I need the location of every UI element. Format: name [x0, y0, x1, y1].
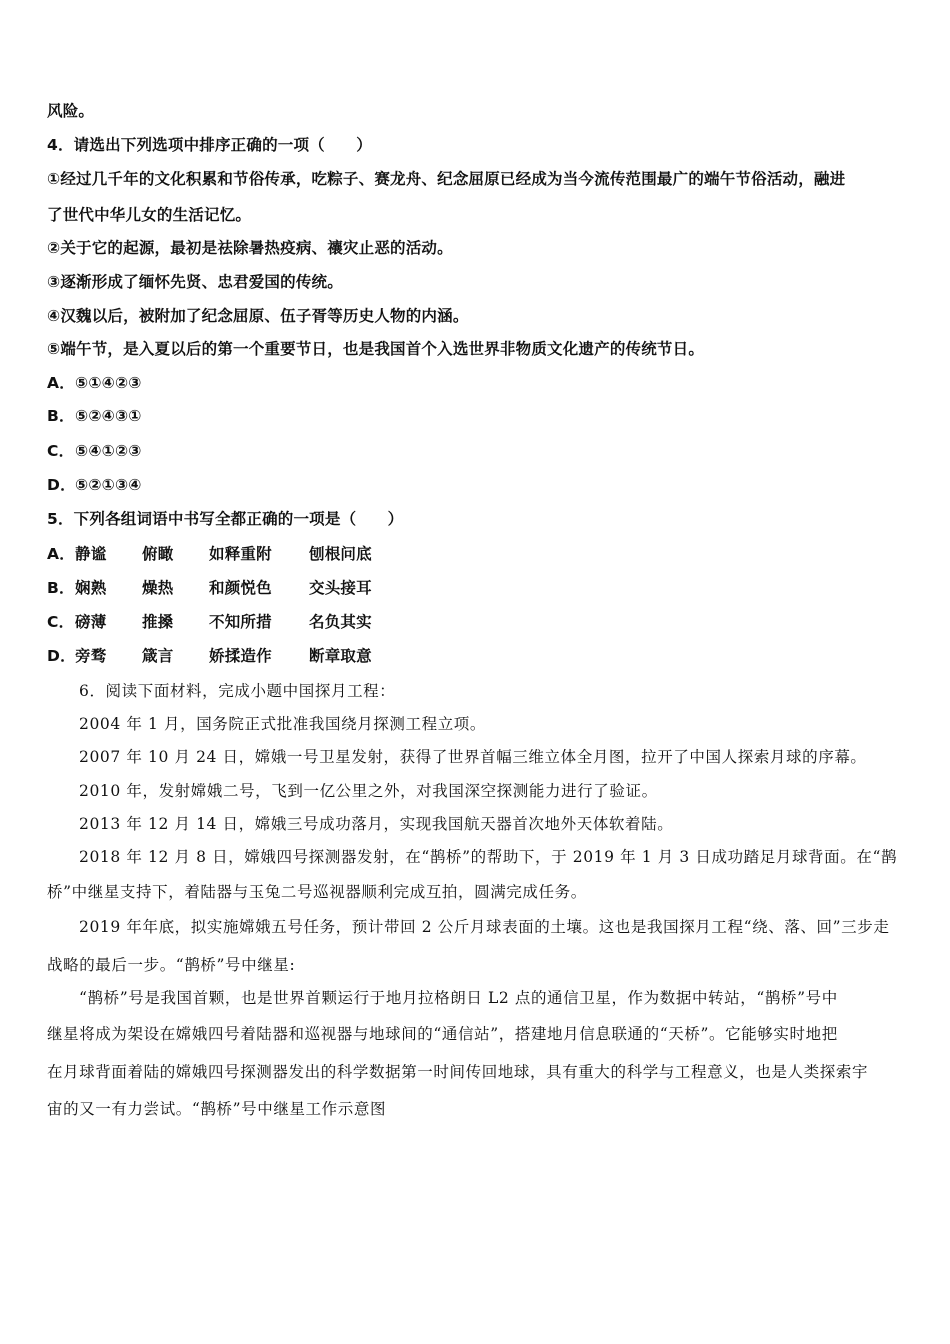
option-text: ⑤①④②③ — [75, 374, 142, 392]
q4-option-d — [47, 475, 142, 495]
q5-stem: 5．下列各组词语中书写全都正确的一项是（ ） — [47, 510, 404, 528]
q5-option-b — [47, 578, 372, 598]
word: 磅薄 — [75, 613, 107, 631]
q6-line: 宙的又一有力尝试。“鹊桥”号中继星工作示意图 — [47, 1100, 387, 1118]
q4-sentence-5: ⑤端午节，是入夏以后的第一个重要节日，也是我国首个入选世界非物质文化遗产的传统节日。 — [47, 340, 705, 358]
q6-line: 2013 年 12 月 14 日，嫦娥三号成功落月，实现我国航天器首次地外天体软着陆。 — [79, 815, 674, 833]
word: 如释重附 — [209, 545, 272, 563]
option-label: A． — [47, 545, 75, 563]
word: 名负其实 — [309, 613, 372, 631]
word: 燥热 — [142, 579, 174, 597]
q6-line: 2018 年 12 月 8 日，嫦娥四号探测器发射，在“鹊桥”的帮助下，于 2019 年 1 月 3 日成功踏足月球背面。在“鹊 — [79, 848, 898, 866]
option-label: C． — [47, 613, 75, 631]
q6-line: 在月球背面着陆的嫦娥四号探测器发出的科学数据第一时间传回地球，具有重大的科学与工程意义，也是人类探索宇 — [47, 1063, 869, 1081]
q6-line: 继星将成为架设在嫦娥四号着陆器和巡视器与地球间的“通信站”，搭建地月信息联通的“天桥”。它能够实时地把 — [47, 1025, 838, 1043]
q5-option-d — [47, 646, 372, 666]
q6-line: 2004 年 1 月，国务院正式批准我国绕月探测工程立项。 — [79, 715, 486, 733]
word: 旁骛 — [75, 647, 107, 665]
option-text: ⑤②④③① — [75, 407, 142, 425]
q4-sentence-2: ②关于它的起源，最初是祛除暑热疫病、禳灾止恶的活动。 — [47, 239, 453, 257]
word: 交头接耳 — [309, 579, 372, 597]
q4-sentence-1: ①经过几千年的文化积累和节俗传承，吃粽子、赛龙舟、纪念屈原已经成为当今流传范围最广的端午节俗活动，融进 — [47, 170, 846, 188]
option-label: C． — [47, 442, 75, 460]
word: 和颜悦色 — [209, 579, 272, 597]
q4-sentence-3: ③逐渐形成了缅怀先贤、忠君爱国的传统。 — [47, 273, 343, 291]
q4-sentence-4: ④汉魏以后，被附加了纪念屈原、伍子胥等历史人物的内涵。 — [47, 307, 469, 325]
option-label: D． — [47, 647, 76, 665]
q5-option-a — [47, 544, 372, 564]
word: 娇揉造作 — [209, 647, 272, 665]
word: 断章取意 — [309, 647, 372, 665]
q3-tail-text: 风险。 — [47, 102, 95, 120]
option-label: A． — [47, 374, 75, 392]
word: 推搡 — [142, 613, 174, 631]
q6-line: 2019 年年底，拟实施嫦娥五号任务，预计带回 2 公斤月球表面的土壤。这也是我国探月工程“绕、落、回”三步走 — [79, 918, 890, 936]
word: 静谧 — [75, 545, 107, 563]
option-label: B． — [47, 407, 75, 425]
option-label: B． — [47, 579, 75, 597]
q4-option-c — [47, 441, 142, 461]
q6-stem: 6．阅读下面材料，完成小题中国探月工程： — [79, 682, 396, 700]
q6-line: “鹊桥”号是我国首颗，也是世界首颗运行于地月拉格朗日 L2 点的通信卫星，作为数据中转站，“鹊桥”号中 — [79, 989, 838, 1007]
word: 俯瞰 — [142, 545, 174, 563]
word: 箴言 — [142, 647, 174, 665]
q6-line: 桥”中继星支持下，着陆器与玉兔二号巡视器顺利完成互拍，圆满完成任务。 — [47, 883, 587, 901]
q6-line: 2007 年 10 月 24 日，嫦娥一号卫星发射，获得了世界首幅三维立体全月图，拉开了中国人探索月球的序幕。 — [79, 748, 867, 766]
q4-sentence-1-cont: 了世代中华儿女的生活记忆。 — [47, 206, 252, 224]
q4-stem: 4．请选出下列选项中排序正确的一项（ ） — [47, 136, 372, 154]
option-text: ⑤②①③④ — [75, 476, 142, 494]
word: 娴熟 — [75, 579, 107, 597]
q6-line: 战略的最后一步。“鹊桥”号中继星: — [47, 956, 296, 974]
q5-option-c — [47, 612, 372, 632]
q4-option-b — [47, 406, 142, 426]
q4-option-a — [47, 373, 142, 393]
word: 不知所措 — [209, 613, 272, 631]
option-label: D． — [47, 476, 76, 494]
q6-line: 2010 年，发射嫦娥二号，飞到一亿公里之外，对我国深空探测能力进行了验证。 — [79, 782, 658, 800]
option-text: ⑤④①②③ — [75, 442, 142, 460]
word: 刨根问底 — [309, 545, 372, 563]
